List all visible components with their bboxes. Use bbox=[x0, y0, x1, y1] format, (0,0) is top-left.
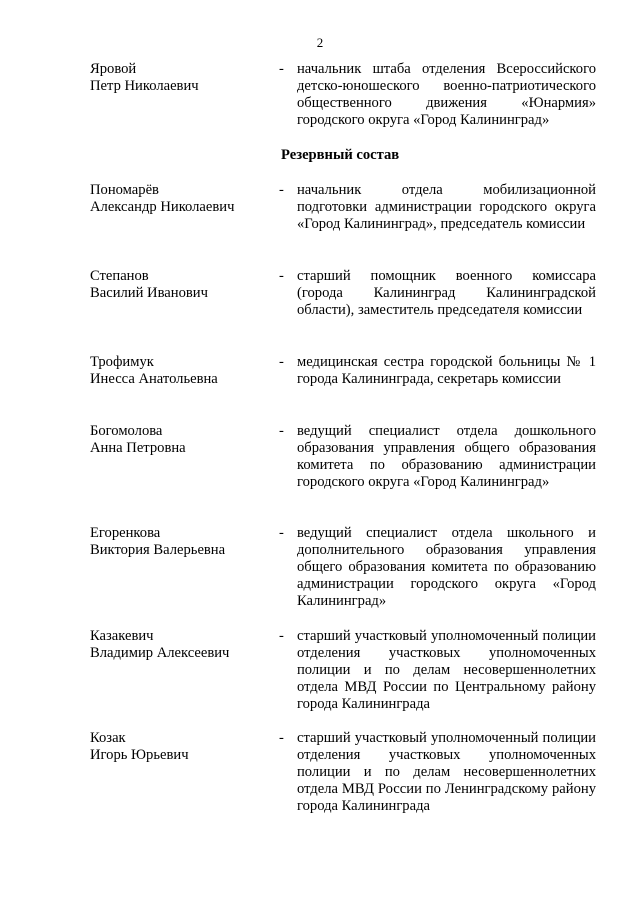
member-surname: Яровой bbox=[90, 61, 137, 77]
separator-dash: - bbox=[279, 730, 284, 746]
member-role: начальник отдела мобилизационной подготовки администрации городского округа «Город Калининград», председатель комиссии bbox=[297, 182, 596, 232]
page-number: 2 bbox=[316, 35, 324, 50]
member-given-names: Виктория Валерьевна bbox=[90, 542, 226, 558]
member-surname: Козак bbox=[90, 730, 126, 746]
member-given-names: Анна Петровна bbox=[90, 440, 186, 456]
member-given-names: Александр Николаевич bbox=[90, 199, 235, 215]
member-name bbox=[90, 268, 270, 302]
member-surname: Казакевич bbox=[90, 628, 154, 644]
member-name bbox=[90, 61, 270, 95]
member-role: начальник штаба отделения Всероссийского детско-юношеского военно-патриотического общественного движения «Юнармия» городского округа «Город Калининград» bbox=[297, 61, 596, 128]
member-surname: Егоренкова bbox=[90, 525, 161, 541]
member-role: ведущий специалист отдела дошкольного образования управления общего образования комитета по образованию администрации городского округа «Город Калининград» bbox=[297, 423, 596, 490]
member-given-names: Петр Николаевич bbox=[90, 78, 199, 94]
separator-dash: - bbox=[279, 182, 284, 198]
member-given-names: Игорь Юрьевич bbox=[90, 747, 189, 763]
member-role: старший участковый уполномоченный полиции отделения участковых уполномоченных полиции и по делам несовершеннолетних отдела МВД России по Ленинградскому району города Калининграда bbox=[297, 730, 596, 814]
separator-dash: - bbox=[279, 423, 284, 439]
separator-dash: - bbox=[279, 61, 284, 77]
member-role: медицинская сестра городской больницы № 1 города Калининграда, секретарь комиссии bbox=[297, 354, 596, 387]
member-name bbox=[90, 730, 270, 764]
member-name bbox=[90, 354, 270, 388]
member-given-names: Владимир Алексеевич bbox=[90, 645, 230, 661]
separator-dash: - bbox=[279, 354, 284, 370]
member-given-names: Инесса Анатольевна bbox=[90, 371, 218, 387]
separator-dash: - bbox=[279, 525, 284, 541]
member-name bbox=[90, 525, 270, 559]
member-surname: Пономарёв bbox=[90, 182, 159, 198]
section-heading: Резервный состав bbox=[281, 147, 400, 163]
member-name bbox=[90, 182, 270, 216]
member-given-names: Василий Иванович bbox=[90, 285, 208, 301]
member-surname: Степанов bbox=[90, 268, 149, 284]
member-surname: Трофимук bbox=[90, 354, 154, 370]
member-role: старший помощник военного комиссара (города Калининград Калининградской области), заместитель председателя комиссии bbox=[297, 268, 596, 318]
member-name bbox=[90, 423, 270, 457]
separator-dash: - bbox=[279, 268, 284, 284]
member-surname: Богомолова bbox=[90, 423, 163, 439]
member-name bbox=[90, 628, 270, 662]
separator-dash: - bbox=[279, 628, 284, 644]
member-role: ведущий специалист отдела школьного и дополнительного образования управления общего образования комитета по образованию администрации городского округа «Город Калининград» bbox=[297, 525, 596, 609]
member-role: старший участковый уполномоченный полиции отделения участковых уполномоченных полиции и по делам несовершеннолетних отдела МВД России по Центральному району города Калининграда bbox=[297, 628, 596, 712]
